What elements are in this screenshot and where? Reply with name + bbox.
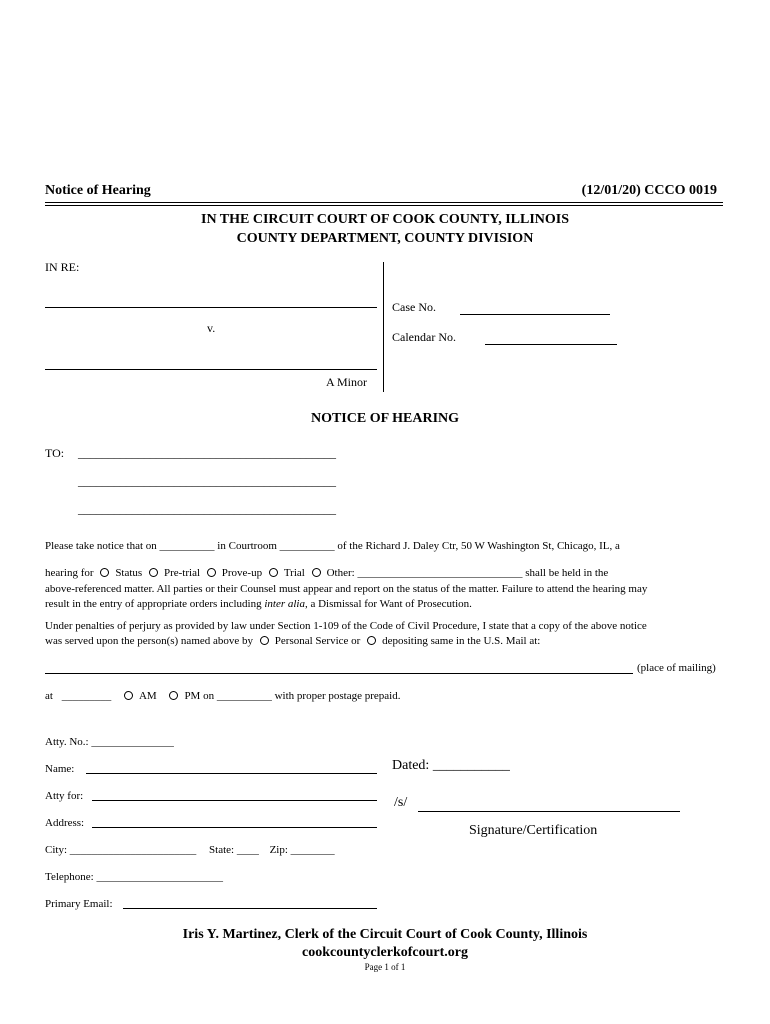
name-field[interactable] (86, 773, 377, 774)
pretrial-label: Pre-trial (163, 567, 201, 579)
time-field[interactable]: _________ (61, 690, 112, 702)
hearing-type-row (45, 567, 608, 579)
courtroom-field[interactable]: __________ (279, 540, 335, 552)
notice-title: NOTICE OF HEARING (310, 411, 460, 426)
form-code: (12/01/20) CCCO 0019 (581, 183, 717, 198)
city-field[interactable]: _______________________ (69, 844, 197, 856)
atty-no-row (45, 736, 174, 748)
other-label: Other: (326, 567, 355, 579)
personal-service-radio[interactable] (260, 636, 269, 645)
in-re-label: IN RE: (45, 260, 80, 274)
city-state-zip-row (45, 844, 335, 856)
inter-alia-text: inter alia (264, 598, 305, 610)
telephone-row (45, 871, 223, 883)
header-rule-top (45, 202, 723, 203)
notice-text-e: , a Dismissal for Want of Prosecution. (304, 598, 472, 610)
to-line-2[interactable]: ___________________________________________ (78, 474, 336, 488)
party-line-2[interactable] (45, 369, 377, 370)
name-label: Name: (45, 763, 75, 775)
mail-label: depositing same in the U.S. Mail at: (382, 635, 541, 647)
place-of-mailing-field[interactable] (45, 673, 633, 674)
time-row (45, 690, 400, 702)
dated-row (392, 758, 510, 774)
am-radio[interactable] (124, 691, 133, 700)
zip-label: Zip: (269, 844, 288, 856)
atty-for-label: Atty for: (45, 790, 84, 802)
pm-radio[interactable] (169, 691, 178, 700)
atty-for-field[interactable] (92, 800, 377, 801)
to-line-3[interactable]: ___________________________________________ (78, 502, 336, 516)
am-label: AM (138, 690, 157, 702)
signature-label: Signature/Certification (469, 823, 598, 838)
mail-radio[interactable] (367, 636, 376, 645)
signature-field[interactable] (418, 811, 680, 812)
proveup-radio[interactable] (207, 568, 216, 577)
pm-on-label: PM on (184, 690, 215, 702)
zip-field[interactable]: ________ (290, 844, 335, 856)
atty-no-field[interactable]: _______________ (91, 736, 174, 748)
mailing-date-field[interactable]: __________ (216, 690, 272, 702)
clerk-website[interactable]: cookcountyclerkofcourt.org (301, 945, 469, 960)
state-label: State: (209, 844, 235, 856)
trial-radio[interactable] (269, 568, 278, 577)
case-no-field[interactable] (460, 314, 610, 315)
status-label: Status (115, 567, 143, 579)
atty-no-label: Atty. No.: (45, 736, 89, 748)
header-rule-bottom (45, 205, 723, 206)
notice-line-3: above-referenced matter. All parties or their Counsel must appear and report on the status of the matter. Failure to attend the hearing may (45, 583, 648, 595)
hearing-date-field[interactable]: __________ (159, 540, 215, 552)
email-field[interactable] (123, 908, 377, 909)
calendar-no-label: Calendar No. (392, 330, 456, 344)
notice-text-c: of the Richard J. Daley Ctr, 50 W Washington St, Chicago, IL, a (337, 540, 620, 552)
party-line-1[interactable] (45, 307, 377, 308)
court-line-1: IN THE CIRCUIT COURT OF COOK COUNTY, ILLINOIS (201, 212, 569, 227)
trial-label: Trial (283, 567, 305, 579)
served-by-text: was served upon the person(s) named above by (45, 635, 254, 647)
notice-line-4 (45, 598, 472, 610)
versus-label: v. (207, 321, 216, 335)
postage-text: with proper postage prepaid. (274, 690, 401, 702)
email-label: Primary Email: (45, 898, 113, 910)
a-minor-label: A Minor (326, 375, 368, 389)
place-of-mailing-label: (place of mailing) (637, 662, 716, 674)
to-label: TO: (45, 446, 65, 460)
shall-be-held-text: shall be held in the (525, 567, 609, 579)
other-field[interactable]: ______________________________ (357, 567, 523, 579)
other-radio[interactable] (312, 568, 321, 577)
dated-field[interactable]: ___________ (432, 758, 510, 773)
address-label: Address: (45, 817, 85, 829)
s-label: /s/ (394, 795, 408, 810)
pretrial-radio[interactable] (149, 568, 158, 577)
status-radio[interactable] (100, 568, 109, 577)
state-field[interactable]: ____ (236, 844, 259, 856)
cert-line-2 (45, 635, 540, 647)
telephone-field[interactable]: _______________________ (96, 871, 223, 883)
clerk-name: Iris Y. Martinez, Clerk of the Circuit Court of Cook County, Illinois (182, 927, 588, 942)
notice-text-d: result in the entry of appropriate orders including (45, 598, 262, 610)
notice-line-1 (45, 540, 620, 552)
cert-line-1: Under penalties of perjury as provided by law under Section 1-109 of the Code of Civil Procedure, I state that a copy of the above notice (45, 620, 647, 632)
notice-text-a: Please take notice that on (45, 540, 157, 552)
hearing-for-label: hearing for (45, 567, 94, 579)
dated-label: Dated: (392, 758, 430, 773)
telephone-label: Telephone: (45, 871, 94, 883)
form-name: Notice of Hearing (45, 183, 151, 198)
court-line-2: COUNTY DEPARTMENT, COUNTY DIVISION (236, 231, 534, 246)
at-label: at (45, 690, 53, 702)
proveup-label: Prove-up (221, 567, 263, 579)
personal-service-label: Personal Service or (274, 635, 361, 647)
calendar-no-field[interactable] (485, 344, 617, 345)
page-number: Page 1 of 1 (364, 962, 406, 972)
case-no-label: Case No. (392, 300, 436, 314)
address-field[interactable] (92, 827, 377, 828)
notice-text-b: in Courtroom (217, 540, 277, 552)
to-line-1[interactable]: ___________________________________________ (78, 446, 336, 460)
caption-divider (383, 262, 384, 392)
city-label: City: (45, 844, 68, 856)
